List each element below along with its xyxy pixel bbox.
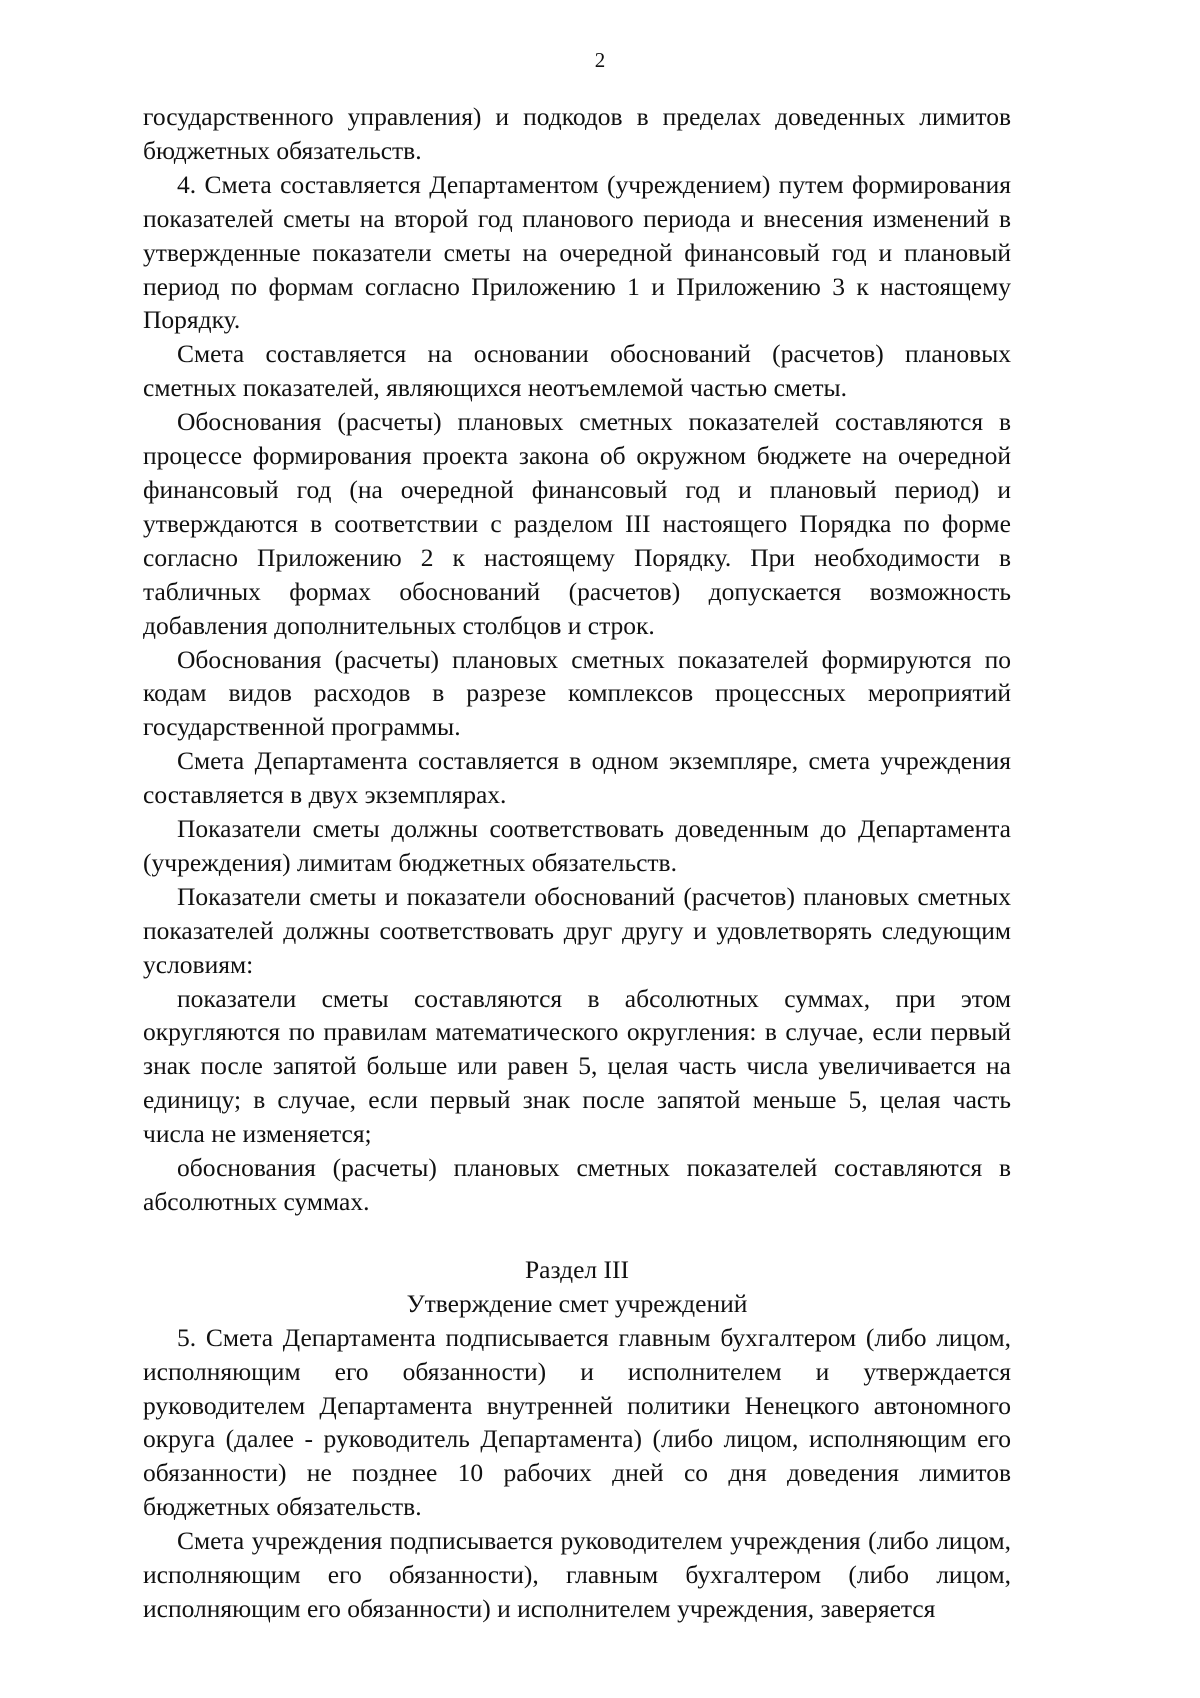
paragraph: Обоснования (расчеты) плановых сметных показателей формируются по кодам видов расходов в разрезе комплексов процессных мероприятий государственной программы. [143,644,1011,742]
paragraph: Обоснования (расчеты) плановых сметных показателей составляются в процессе формирования проекта закона об окружном бюджете на очередной финансовый год (на очередной финансовый год и плановый период) и утверждаются в соответствии с разделом III настоящего Порядка по форме согласно Приложению 2 к настоящему Порядку. При необходимости в табличных формах обоснований (расчетов) допускается возможность добавления дополнительных столбцов и строк. [143,407,1011,640]
paragraph: обоснования (расчеты) плановых сметных показателей составляются в абсолютных суммах. [143,1153,1011,1216]
paragraph: государственного управления) и подкодов в пределах доведенных лимитов бюджетных обязательств. [143,102,1011,165]
section-number: Раздел III [525,1254,629,1284]
page-number: 2 [594,48,606,72]
paragraph: 5. Смета Департамента подписывается главным бухгалтером (либо лицом, исполняющим его обязанности) и исполнителем и утверждается руководителем Департамента внутренней политики Ненецкого автономного округа (далее - руководитель Департамента) (либо лицом, исполняющим его обязанности) не позднее 10 рабочих дней со дня доведения лимитов бюджетных обязательств. [143,1322,1011,1522]
paragraph: Смета Департамента составляется в одном экземпляре, смета учреждения составляется в двух экземплярах. [143,746,1011,810]
document-body [143,100,1011,1626]
paragraph: Показатели сметы должны соответствовать доведенным до Департамента (учреждения) лимитам бюджетных обязательств. [143,814,1011,877]
paragraph: Показатели сметы и показатели обоснований (расчетов) плановых сметных показателей должны соответствовать друг другу и удовлетворять следующим условиям: [143,881,1011,979]
section-title: Утверждение смет учреждений [406,1288,748,1318]
paragraph: 4. Смета составляется Департаментом (учреждением) путем формирования показателей сметы на второй год планового периода и внесения изменений в утвержденные показатели сметы на очередной финансовый год и плановый период по формам согласно Приложению 1 и Приложению 3 к настоящему Порядку. [143,169,1011,335]
section-spacer [143,1219,1011,1253]
paragraph: Смета составляется на основании обоснований (расчетов) плановых сметных показателей, являющихся неотъемлемой частью сметы. [143,339,1011,403]
paragraph: Смета учреждения подписывается руководителем учреждения (либо лицом, исполняющим его обязанности), главным бухгалтером (либо лицом, исполняющим его обязанности) и исполнителем учреждения, заверяется [143,1526,1011,1623]
paragraph: показатели сметы составляются в абсолютных суммах, при этом округляются по правилам математического округления: в случае, если первый знак после запятой больше или равен 5, целая часть числа увеличивается на единицу; в случае, если первый знак после запятой меньше 5, целая часть числа не изменяется; [143,983,1011,1149]
